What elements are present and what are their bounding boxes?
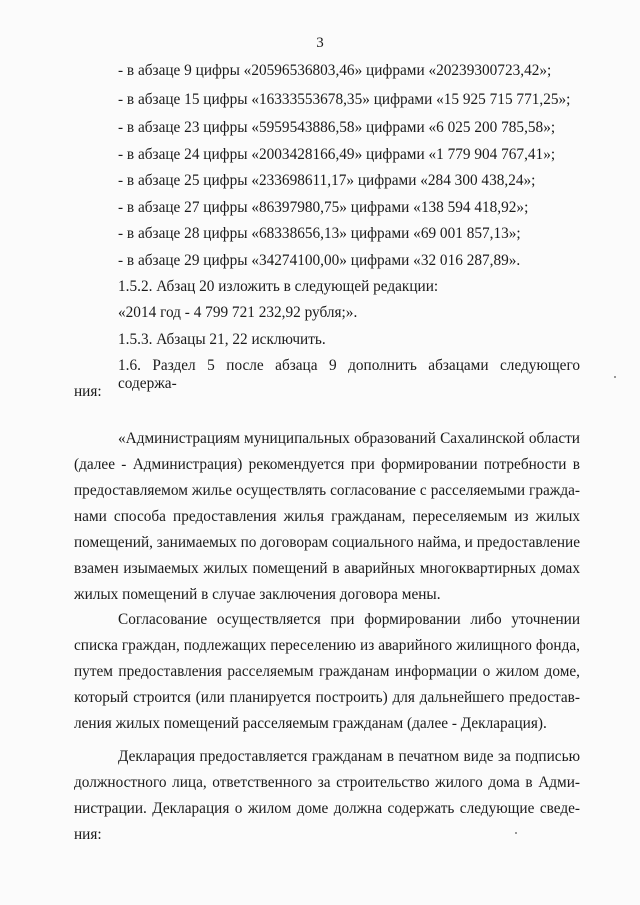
paragraph-line: помещений, занимаемых по договорам социального найма, и предоставление [74,534,580,551]
item-1-5-2: 1.5.2. Абзац 20 изложить в следующей редакции: [118,278,439,295]
scan-speck [614,376,616,378]
amendment-item: - в абзаце 25 цифры «233698611,17» цифрами «284 300 438,24»; [118,172,536,189]
amendment-item: - в абзаце 28 цифры «68338656,13» цифрами «69 001 857,13»; [118,225,521,242]
paragraph-line: списка граждан, подлежащих переселению из аварийного жилищного фонда, [74,637,580,654]
paragraph-line: (далее - Администрация) рекомендуется при формировании потребности в [74,456,580,473]
paragraph-line: ления жилых помещений расселяемым гражданам (далее - Декларация). [74,715,547,732]
paragraph-line: нистрации. Декларация о жилом доме должна содержать следующие сведе- [74,800,580,817]
item-1-5-3: 1.5.3. Абзацы 21, 22 исключить. [118,331,326,348]
item-1-6-line: 1.6. Раздел 5 после абзаца 9 дополнить абзацами следующего содержа- [118,357,580,392]
paragraph-line: должностного лица, ответственного за строительство жилого дома в Адми- [74,774,580,791]
paragraph-line: предоставляемом жилье осуществлять согласование с расселяемыми гражда- [74,482,580,499]
paragraph-line: взамен изымаемых жилых помещений в аварийных многоквартирных домах [74,560,580,577]
paragraph-line: путем предоставления расселяемым гражданам информации о жилом доме, [74,663,580,680]
paragraph-line: нами способа предоставления жилья гражданам, переселяемым из жилых [74,508,580,525]
scan-speck [515,832,517,834]
paragraph-line: жилых помещений в случае заключения договора мены. [74,586,441,603]
amendment-item: - в абзаце 9 цифры «20596536803,46» цифрами «20239300723,42»; [118,62,552,79]
amendment-item: - в абзаце 29 цифры «34274100,00» цифрами «32 016 287,89». [118,252,521,269]
amendment-item: - в абзаце 27 цифры «86397980,75» цифрами «138 594 418,92»; [118,199,529,216]
amendment-item: - в абзаце 23 цифры «5959543886,58» цифрами «6 025 200 785,58»; [118,119,556,136]
paragraph-line: ния: [74,826,102,843]
item-1-6-line: ния: [74,383,102,400]
paragraph-line: «Администрациям муниципальных образований Сахалинской области [118,430,580,447]
quote-2014: «2014 год - 4 799 721 232,92 рубля;». [118,304,358,321]
paragraph-line: который строится (или планируется построить) для дальнейшего предостав- [74,689,580,706]
amendment-item: - в абзаце 15 цифры «16333553678,35» цифрами «15 925 715 771,25»; [118,91,571,108]
amendment-item: - в абзаце 24 цифры «2003428166,49» цифрами «1 779 904 767,41»; [118,146,556,163]
paragraph-line: Декларация предоставляется гражданам в печатном виде за подписью [118,748,580,765]
paragraph-line: Согласование осуществляется при формировании либо уточнении [118,611,580,628]
page-number: 3 [316,35,324,51]
